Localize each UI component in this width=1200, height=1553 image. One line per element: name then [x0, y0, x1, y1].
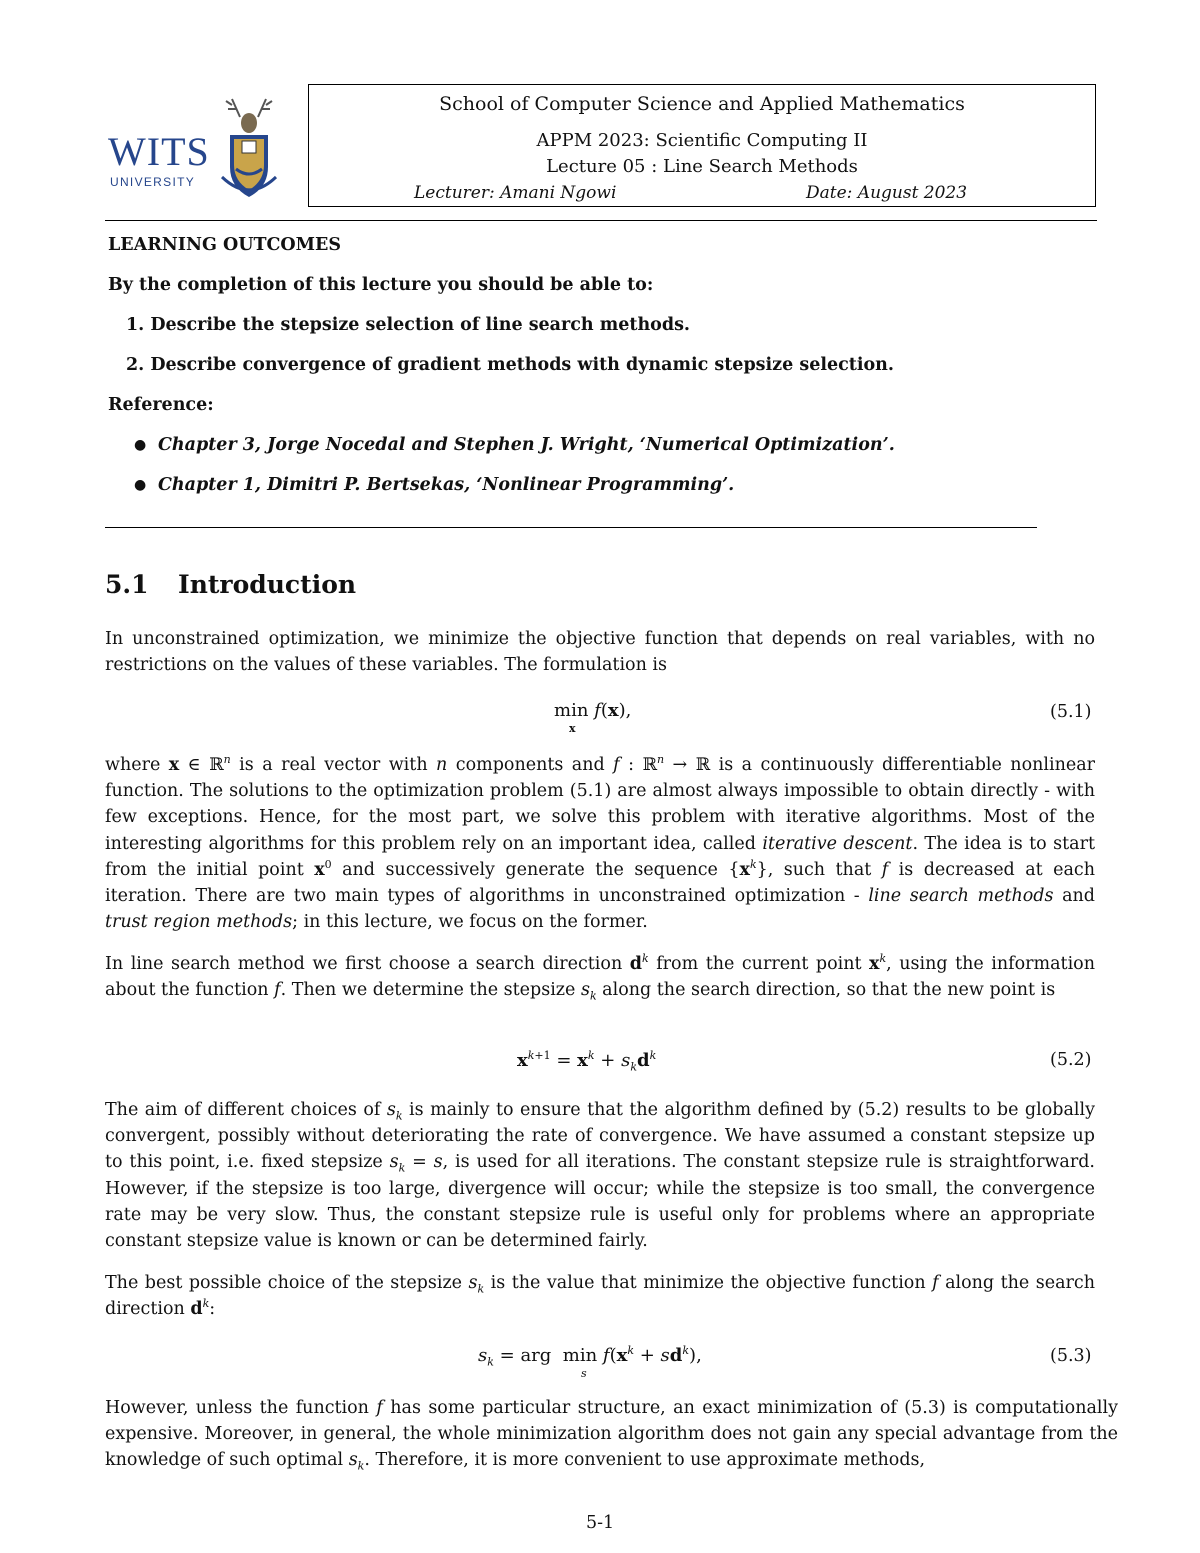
outcomes-title: LEARNING OUTCOMES: [108, 235, 342, 255]
lecturer: Lecturer: Amani Ngowi: [414, 183, 617, 203]
reference-item: Chapter 3, Jorge Nocedal and Stephen J. Wright, ‘Numerical Optimization’.: [158, 435, 895, 455]
equation-number: (5.2): [1050, 1050, 1092, 1070]
logo-text: WITS: [108, 129, 210, 174]
equation-number: (5.3): [1050, 1346, 1092, 1366]
paragraph: The aim of different choices of $s_k$ is mainly to ensure that the algorithm defined by (5.2) results to be globally convergent, possibly without deteriorating the rate of convergence. We have assumed a constant stepsize up to this point, i.e. fixed stepsize $s_k = s$, is used for all iterations. The constant stepsize rule is straightforward. However, if the stepsize is too large, divergence will occur; while the stepsize is too small, the convergence rate may be very slow. Thus, the constant stepsize rule is useful only for problems where an appropriate constant stepsize value is known or can be determined fairly.: [105, 1100, 1095, 1252]
equation-number: (5.1): [1050, 702, 1092, 722]
equation-subscript: x: [569, 722, 576, 735]
outcomes-intro: By the completion of this lecture you should be able to:: [108, 275, 654, 295]
page-number: 5-1: [586, 1513, 615, 1533]
school-name: School of Computer Science and Applied Mathematics: [439, 93, 965, 115]
paragraph: The best possible choice of the stepsize $s_k$ is the value that minimize the objective function f along the search direction $d^k$:: [105, 1273, 1095, 1320]
reference-label: Reference:: [108, 395, 214, 415]
course-title: APPM 2023: Scientific Computing II: [536, 130, 868, 151]
equation-5-1: min f(x),: [554, 700, 632, 721]
section-title: Introduction: [178, 570, 357, 599]
paragraph: where x ∈ ℝ$^n$ is a real vector with n components and f : ℝ$^n$ → ℝ is a continuously differentiable nonlinear function. The solutions to the optimization problem (5.1) are almost always impossible to obtain directly - with few exceptions. Hence, for the most part, we solve this problem with iterative algorithms. Most of the interesting algorithms for this problem rely on an important idea, called iterative descent. The idea is to start from the initial point $x^0$ and successively generate the sequence $\{x^k\}$, such that f is decreased at each iteration. There are two main types of algorithms in unconstrained optimization - line search methods and trust region methods; in this lecture, we focus on the former.: [105, 753, 1096, 933]
equation-5-3: $s_k$ = arg $\min f(x^k + sd^k)$,: [478, 1344, 702, 1369]
outcome-item: 2. Describe convergence of gradient methods with dynamic stepsize selection.: [126, 355, 894, 375]
equation-5-2: $x^{k+1} = x^k + s_kd^k$: [517, 1049, 657, 1074]
crest-icon: [218, 95, 280, 201]
paragraph: In line search method we first choose a search direction $d^k$ from the current point $x^k$, using the information about the function f. Then we determine the stepsize $s_k$ along the search direction, so that the new point is: [105, 952, 1095, 1003]
lecture-title: Lecture 05 : Line Search Methods: [546, 156, 858, 177]
reference-item: Chapter 1, Dimitri P. Bertsekas, ‘Nonlinear Programming’.: [158, 475, 735, 495]
paragraph: In unconstrained optimization, we minimize the objective function that depends on real variables, with no restrictions on the values of these variables. The formulation is: [105, 629, 1095, 676]
section-number: 5.1: [105, 570, 149, 599]
bullet-icon: ●: [134, 477, 147, 493]
lecture-header-box: [308, 84, 1096, 207]
paragraph: However, unless the function f has some particular structure, an exact minimization of (5.3) is computationally expensive. Moreover, in general, the whole minimization algorithm does not gain any special advantage from the knowledge of such optimal $s_k$. Therefore, it is more convenient to use approximate methods,: [105, 1398, 1118, 1473]
logo-subtext: UNIVERSITY: [110, 175, 196, 189]
bullet-icon: ●: [134, 437, 147, 453]
header-rule: [105, 220, 1097, 221]
equation-subscript: s: [581, 1367, 587, 1380]
date: Date: August 2023: [806, 183, 968, 203]
outcomes-rule: [105, 527, 1037, 528]
outcome-item: 1. Describe the stepsize selection of line search methods.: [126, 315, 691, 335]
wits-logo: [108, 95, 278, 205]
